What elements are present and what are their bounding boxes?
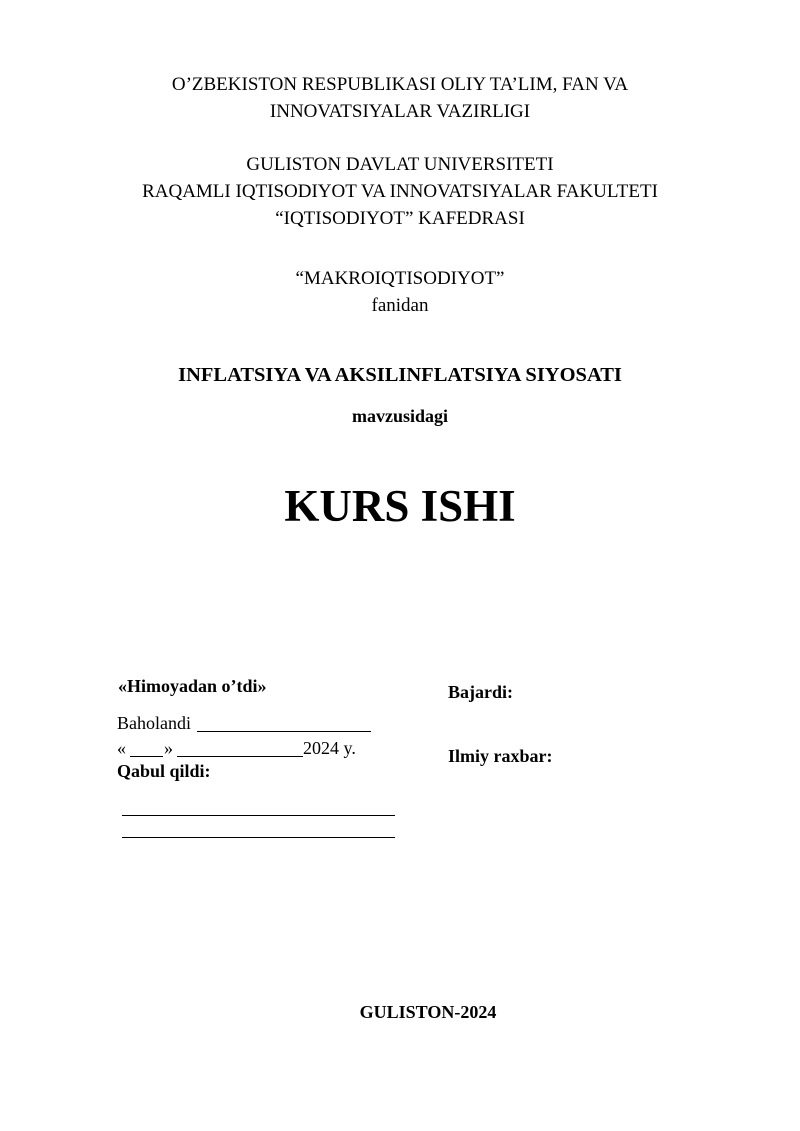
ministry-line-2: INNOVATSIYALAR VAZIRLIGI bbox=[269, 101, 531, 122]
subject-suffix: fanidan bbox=[371, 295, 429, 316]
day-blank-line bbox=[130, 756, 163, 757]
graded-label: Baholandi bbox=[117, 713, 191, 733]
grade-blank-line bbox=[197, 731, 371, 732]
accepted-label: Qabul qildi: bbox=[117, 761, 211, 781]
topic-title: INFLATSIYA VA AKSILINFLATSIYA SIYOSATI bbox=[178, 364, 622, 386]
signature-line-1 bbox=[122, 815, 395, 816]
ministry-line-1: O’ZBEKISTON RESPUBLIKASI OLIY TA’LIM, FAN VA bbox=[171, 74, 629, 95]
document-type-title: KURS ISHI bbox=[284, 481, 516, 531]
department-name: “IQTISODIYOT” KAFEDRASI bbox=[275, 208, 525, 229]
defended-label: «Himoyadan o’tdi» bbox=[118, 676, 267, 696]
month-blank-line bbox=[177, 756, 303, 757]
supervisor-label: Ilmiy raxbar: bbox=[448, 746, 553, 766]
completed-label: Bajardi: bbox=[448, 682, 513, 702]
faculty-name: RAQAMLI IQTISODIYOT VA INNOVATSIYALAR FAKULTETI bbox=[142, 181, 658, 202]
date-close-quote: » bbox=[164, 738, 173, 758]
year-suffix: 2024 y. bbox=[303, 738, 356, 758]
footer-place-year: GULISTON-2024 bbox=[359, 1002, 497, 1022]
university-name: GULISTON DAVLAT UNIVERSITETI bbox=[246, 154, 554, 175]
date-open-quote: « bbox=[117, 738, 126, 758]
signature-line-2 bbox=[122, 837, 395, 838]
subject-name: “MAKROIQTISODIYOT” bbox=[295, 268, 505, 289]
topic-suffix: mavzusidagi bbox=[351, 406, 448, 426]
